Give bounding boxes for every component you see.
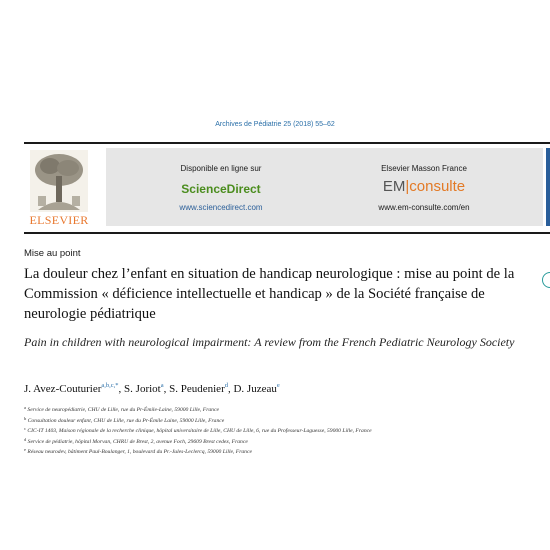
sciencedirect-logo[interactable]: ScienceDirect [181,182,261,196]
journal-cover-edge [546,148,550,226]
author-separator: , [227,383,234,395]
author-affiliation-marker[interactable]: a [160,382,164,389]
author-name[interactable]: S. Joriot [124,383,161,395]
journal-reference[interactable]: Archives de Pédiatrie 25 (2018) 55–62 [215,121,335,128]
emconsulte-word: consulte [409,178,466,195]
author-name[interactable]: D. Juzeau [233,383,277,395]
emconsulte-logo[interactable] [354,178,494,195]
affiliation-marker: d [24,436,27,442]
elsevier-logo [24,148,94,228]
author-separator: , [163,383,170,395]
author-separator: , [118,383,125,395]
affiliation-marker: b [24,415,27,421]
affiliation-text: Service de neuropédiatrie, CHU de Lille, rue du Pr-Émile-Laine, 59000 Lille, France [27,407,219,413]
elsevier-tree-icon [30,150,88,212]
affiliation-text: Service de pédiatrie, hôpital Morvan, CHRU de Brest, 2, avenue Foch, 29609 Brest cedex, France [27,438,248,445]
affiliation-marker: a [24,405,26,410]
article-section-label: Mise au point [24,248,81,259]
affiliation-list [24,404,534,457]
author-name[interactable]: J. Avez-Couturier [24,383,102,395]
author-affiliation-marker[interactable]: a,b,c,* [101,382,119,389]
article-title-french: La douleur chez l’enfant en situation de handicap neurologique : mise au point de la Commission « déficience intellectuelle et handicap » de la Société française de neurologie pédiatrique [24,266,515,322]
affiliation-item [24,404,534,415]
sciencedirect-link[interactable]: www.sciencedirect.com [179,203,263,212]
emconsulte-bar: | [405,178,410,195]
affiliation-text: Consultation douleur enfant, CHU de Lille, rue du Pr-Émile Laine, 59000 Lille, France [27,417,225,424]
affiliation-text: Réseau neurodev, bâtiment Paul-Boulanger, 1, boulevard du Pr.-Jules-Leclercq, 59000 Lille, France [27,449,252,456]
header-bottom-rule [24,232,550,234]
affiliation-item [24,436,534,447]
publisher-name: Elsevier Masson France [381,164,467,173]
author-affiliation-marker[interactable]: d [224,382,228,389]
affiliation-item [24,446,534,457]
affiliation-item [24,415,534,426]
publisher-banner [106,148,543,226]
emconsulte-em: EM [382,178,406,195]
header-top-rule [24,142,550,144]
affiliation-text: CIC-IT 1403, Maison régionale de la recherche clinique, hôpital universitaire de Lille, CHU de Lille, 6, rue du Professeur-Laguesse, 59000 Lille, France [27,428,372,435]
affiliation-marker: e [24,447,26,453]
emconsulte-link[interactable]: www.em-consulte.com/en [378,203,470,212]
article-title-english: Pain in children with neurological impairment: A review from the French Pediatric Neurology Society [24,335,515,349]
author-affiliation-marker[interactable]: e [276,382,280,389]
elsevier-wordmark: ELSEVIER [29,213,89,227]
available-online-label: Disponible en ligne sur [180,164,262,173]
crossmark-icon[interactable] [542,272,550,288]
author-name[interactable]: S. Peudenier [169,383,225,395]
author-list [24,382,534,395]
affiliation-marker: c [24,426,26,432]
affiliation-item [24,425,534,436]
